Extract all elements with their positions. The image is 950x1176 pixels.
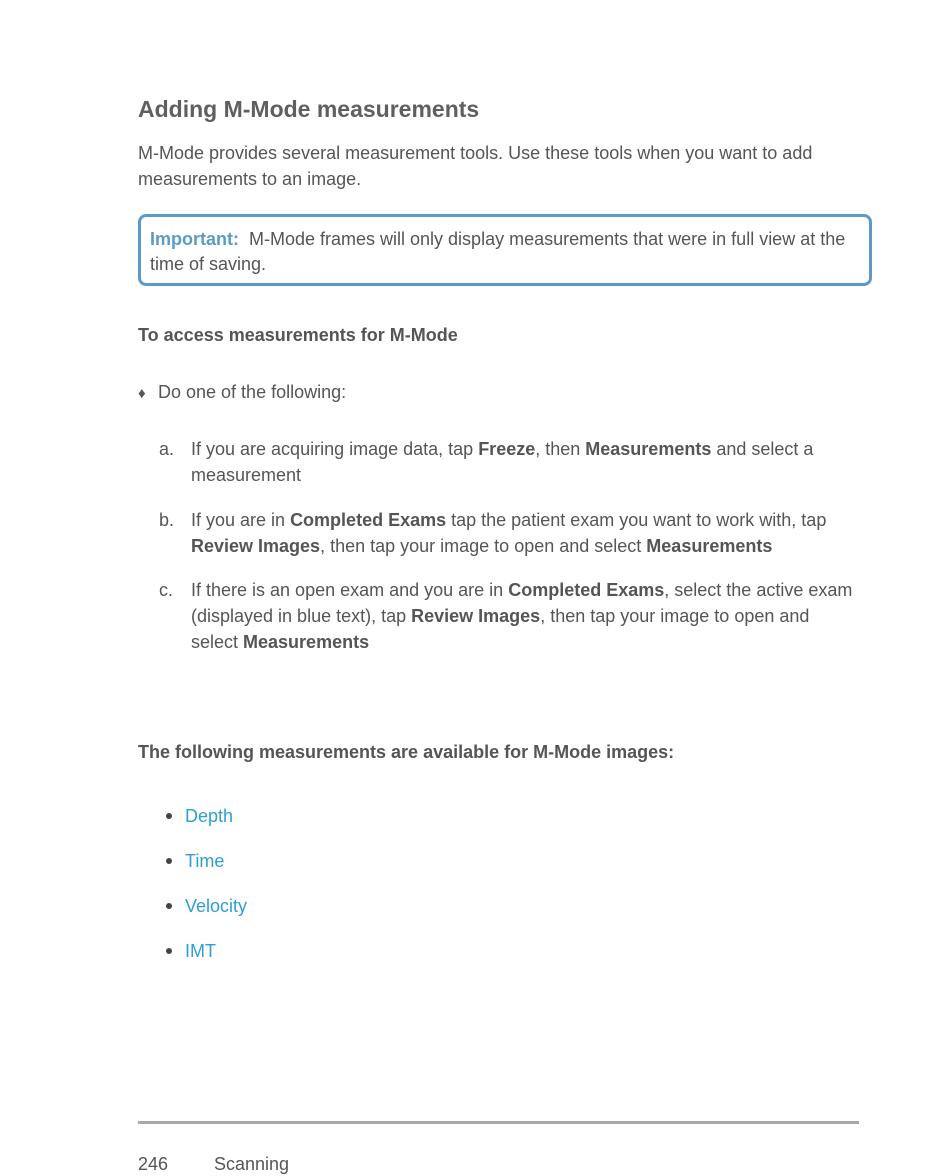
step-text: If there is an open exam and you are in Completed Exams, select the active exam (displayed in blue text), tap Review Images, then tap your image to open and select Measurements [191, 580, 853, 652]
bullet-dot-icon [166, 858, 172, 864]
procedure-heading: To access measurements for M-Mode [138, 325, 458, 345]
page-title: Adding M-Mode measurements [138, 96, 480, 122]
list-item [166, 893, 247, 938]
measurements-heading: The following measurements are available for M-Mode images: [138, 742, 675, 762]
ui-term-measurements: Measurements [243, 632, 370, 652]
step-letter: c. [159, 580, 174, 600]
step-text: If you are acquiring image data, tap Freeze, then Measurements and select a measurement [191, 439, 814, 485]
important-label: Important: [150, 229, 239, 249]
step-a [159, 436, 859, 488]
measurements-list [166, 803, 247, 983]
bullet-dot-icon [166, 903, 172, 909]
ui-term-completed-exams: Completed Exams [290, 510, 447, 530]
step-letter: a. [159, 439, 175, 459]
important-text: M-Mode frames will only display measurements that were in full view at the time of saving. [150, 229, 846, 274]
ui-term-measurements: Measurements [646, 536, 773, 556]
measurement-link-time[interactable]: Time [185, 851, 225, 871]
step-text: If you are in Completed Exams tap the patient exam you want to work with, tap Review Images, then tap your image to open and select Measurements [191, 510, 827, 556]
ui-term-measurements: Measurements [585, 439, 712, 459]
measurement-link-imt[interactable]: IMT [185, 941, 216, 961]
ui-term-freeze: Freeze [478, 439, 536, 459]
footer-section-name: Scanning [214, 1154, 290, 1174]
measurement-link-velocity[interactable]: Velocity [185, 896, 248, 916]
footer-divider [138, 1121, 859, 1124]
procedure-bullet-text: Do one of the following: [158, 382, 347, 402]
ui-term-review-images: Review Images [191, 536, 321, 556]
list-item [166, 938, 247, 983]
ui-term-review-images: Review Images [411, 606, 541, 626]
page-number: 246 [138, 1154, 169, 1174]
diamond-bullet-icon: ♦ [138, 385, 146, 402]
step-letter: b. [159, 510, 175, 530]
bullet-dot-icon [166, 948, 172, 954]
bullet-dot-icon [166, 813, 172, 819]
list-item [166, 803, 247, 848]
ui-term-completed-exams: Completed Exams [508, 580, 665, 600]
measurement-link-depth[interactable]: Depth [185, 806, 234, 826]
important-callout [138, 214, 872, 286]
list-item [166, 848, 247, 893]
step-b [159, 507, 859, 559]
step-c [159, 577, 859, 655]
procedure-bullet [138, 382, 346, 403]
intro-paragraph: M-Mode provides several measurement tools. Use these tools when you want to add measurements to an image. [138, 143, 813, 189]
